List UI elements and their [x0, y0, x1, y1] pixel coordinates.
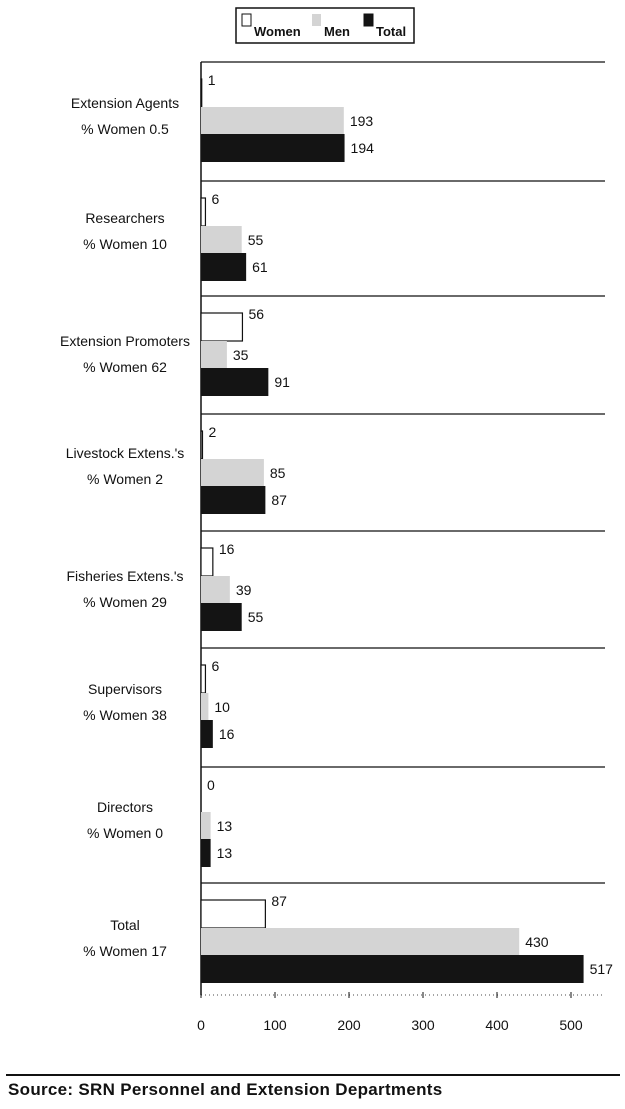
value-label-men: 85	[269, 465, 286, 481]
legend-swatch-women	[242, 14, 251, 26]
source-note: Source: SRN Personnel and Extension Departments	[8, 1080, 443, 1099]
bar-women	[201, 665, 205, 693]
category-name: Supervisors	[88, 681, 162, 697]
value-label-women: 2	[208, 424, 217, 440]
category-name: Researchers	[85, 210, 165, 226]
category-percent-women: % Women 10	[83, 236, 167, 252]
bar-total	[201, 253, 246, 281]
bar-women	[201, 431, 202, 459]
value-label-women: 6	[211, 658, 220, 674]
legend-swatch-total	[364, 14, 373, 26]
value-label-men: 39	[235, 582, 252, 598]
chart-labels	[60, 72, 613, 977]
legend-label-men: Men	[324, 24, 350, 39]
category-name: Directors	[96, 799, 154, 815]
value-label-women: 0	[207, 777, 215, 793]
value-label-total: 91	[274, 374, 290, 390]
bar-total	[201, 955, 584, 983]
bar-men	[201, 341, 227, 369]
chart-frame	[201, 62, 605, 995]
category-percent-women: % Women 38	[83, 707, 167, 723]
category-percent-women: % Women 0	[87, 825, 163, 841]
x-tick-label: 100	[263, 1017, 287, 1033]
legend-label-total: Total	[376, 24, 407, 39]
bar-total	[201, 839, 211, 867]
bar-total	[201, 603, 242, 631]
value-label-men: 10	[214, 699, 230, 715]
value-label-total: 517	[589, 961, 613, 977]
bar-men	[201, 576, 230, 604]
bar-men	[201, 812, 211, 840]
bar-total	[201, 486, 265, 514]
bar-men	[201, 693, 208, 721]
x-tick-label: 500	[559, 1017, 583, 1033]
value-label-women: 1	[207, 72, 216, 88]
bar-women	[201, 198, 205, 226]
value-label-men: 13	[216, 818, 233, 834]
category-name: Extension Agents	[70, 95, 180, 111]
bar-men	[201, 928, 519, 956]
value-label-total: 55	[247, 609, 264, 625]
bar-women	[201, 313, 242, 341]
value-label-total: 87	[271, 492, 287, 508]
value-label-men: 193	[349, 113, 374, 129]
x-tick-label: 200	[337, 1017, 361, 1033]
bar-women	[201, 900, 265, 928]
bar-men	[201, 459, 264, 487]
value-label-women: 16	[218, 541, 235, 557]
category-percent-women: % Women 29	[83, 594, 167, 610]
x-tick-label: 400	[485, 1017, 509, 1033]
bar-total	[201, 134, 345, 162]
bar-men	[201, 107, 344, 135]
category-percent-women: % Women 2	[87, 471, 163, 487]
bar-men	[201, 226, 242, 254]
value-label-women: 56	[248, 306, 265, 322]
bar-total	[201, 720, 213, 748]
category-name: Extension Promoters	[60, 333, 190, 349]
value-label-women: 87	[271, 893, 287, 909]
x-tick-label: 300	[411, 1017, 435, 1033]
category-percent-women: % Women 62	[83, 359, 167, 375]
value-label-women: 6	[211, 191, 220, 207]
value-label-men: 35	[232, 347, 249, 363]
category-name: Total	[110, 917, 140, 933]
bar-total	[201, 368, 268, 396]
category-name: Livestock Extens.'s	[65, 445, 185, 461]
category-percent-women: % Women 0.5	[81, 121, 169, 137]
legend-swatch-men	[312, 14, 321, 26]
value-label-total: 16	[218, 726, 235, 742]
bar-women	[201, 548, 213, 576]
category-percent-women: % Women 17	[83, 943, 167, 959]
category-name: Fisheries Extens.'s	[66, 568, 184, 584]
x-tick-label: 0	[197, 1017, 205, 1033]
legend-label-women: Women	[254, 24, 301, 39]
source-divider	[6, 1074, 620, 1076]
chart-legend	[236, 8, 414, 43]
value-label-total: 194	[350, 140, 374, 156]
value-label-total: 61	[252, 259, 268, 275]
value-label-total: 13	[216, 845, 233, 861]
value-label-men: 55	[247, 232, 264, 248]
bar-women	[201, 79, 202, 107]
x-axis	[197, 992, 605, 1033]
value-label-men: 430	[525, 934, 549, 950]
